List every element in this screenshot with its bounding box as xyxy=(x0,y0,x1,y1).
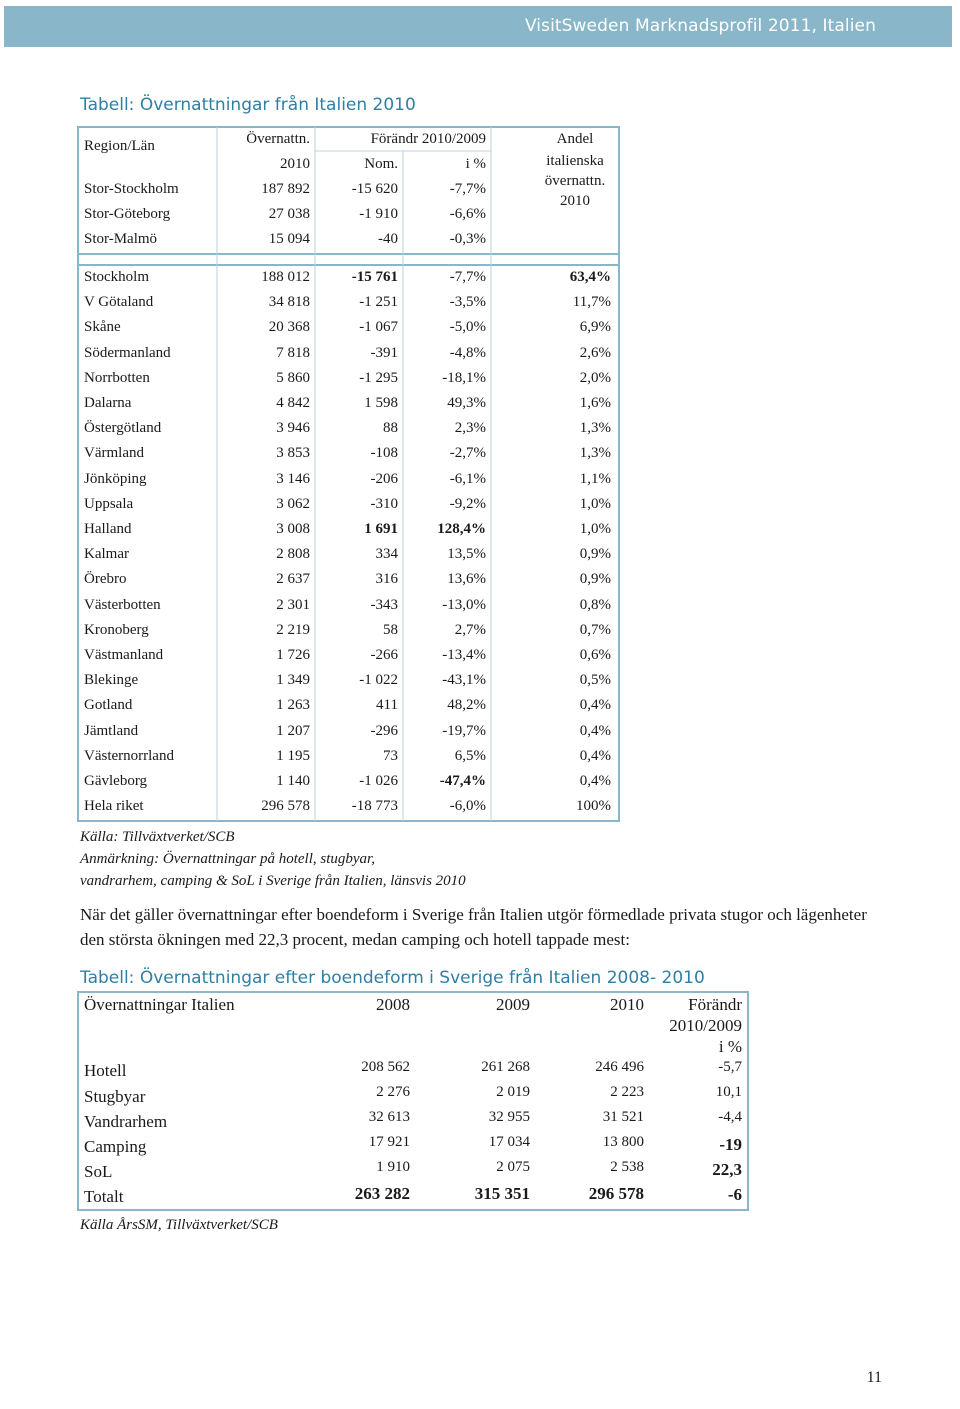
change-value: 10,1 xyxy=(715,1084,742,1100)
overnattn-value: 1 140 xyxy=(276,773,310,789)
pct-value: -0,3% xyxy=(449,231,486,247)
region-label: Stor-Malmö xyxy=(84,231,158,247)
col-2010-header: 2010 xyxy=(610,995,644,1014)
overnattn-value: 3 946 xyxy=(276,420,310,437)
col-andel-header-4: 2010 xyxy=(560,193,590,209)
share-value: 0,4% xyxy=(579,747,611,764)
header-title: VisitSweden Marknadsprofil 2011, Italien xyxy=(524,16,876,36)
value-2010: 31 521 xyxy=(602,1109,644,1125)
nom-value: -15 620 xyxy=(351,181,398,197)
share-value: 0,7% xyxy=(579,621,611,638)
pct-value: -47,4% xyxy=(439,773,486,789)
value-2010: 296 578 xyxy=(588,1184,644,1203)
region-label: Västerbotten xyxy=(84,596,161,613)
overnattn-value: 2 808 xyxy=(276,546,310,563)
nom-value: -206 xyxy=(370,470,398,487)
pct-value: 49,3% xyxy=(447,395,486,411)
col-forandr-header: Förändr 2010/2009 xyxy=(370,131,486,147)
region-label: Södermanland xyxy=(84,344,171,361)
value-2010: 2 223 xyxy=(610,1084,644,1100)
region-label: Skåne xyxy=(84,319,121,336)
col-nom-header: Nom. xyxy=(364,156,398,172)
share-value: 1,6% xyxy=(579,395,611,411)
pct-value: -13,0% xyxy=(442,596,486,613)
pct-value: -2,7% xyxy=(449,445,486,462)
share-value: 0,9% xyxy=(579,571,611,588)
share-value: 0,9% xyxy=(579,546,611,563)
region-label: Västernorrland xyxy=(84,747,174,764)
share-value: 0,6% xyxy=(579,647,611,663)
region-label: Västmanland xyxy=(84,647,164,663)
overnattn-value: 1 726 xyxy=(276,647,310,663)
table1-source: Källa: Tillväxtverket/SCB xyxy=(80,829,235,845)
share-value: 0,4% xyxy=(579,722,611,739)
boendeform-label: Stugbyar xyxy=(84,1087,146,1106)
value-2010: 2 538 xyxy=(610,1159,644,1175)
share-value: 63,4% xyxy=(569,269,611,285)
overnattn-value: 3 146 xyxy=(276,470,310,487)
change-value: -19 xyxy=(719,1135,742,1154)
share-value: 11,7% xyxy=(572,294,611,311)
table2-source: Källa ÅrsSM, Tillväxtverket/SCB xyxy=(80,1217,278,1233)
value-2009: 261 268 xyxy=(481,1059,530,1075)
region-label: Uppsala xyxy=(84,495,134,512)
pct-value: -4,8% xyxy=(449,344,486,361)
col-2009-header: 2009 xyxy=(496,995,530,1014)
boendeform-label: Vandrarhem xyxy=(84,1112,168,1131)
share-value: 1,3% xyxy=(579,420,611,437)
share-value: 1,1% xyxy=(579,470,611,487)
region-label: Jämtland xyxy=(84,722,139,739)
nom-value: -1 295 xyxy=(359,369,398,386)
value-2008: 1 910 xyxy=(376,1159,410,1175)
boendeform-label: Camping xyxy=(84,1137,147,1156)
pct-value: 13,5% xyxy=(447,546,486,563)
pct-value: -7,7% xyxy=(449,269,486,285)
boendeform-label: Hotell xyxy=(84,1061,127,1080)
pct-value: 6,5% xyxy=(454,747,486,764)
region-label: Hela riket xyxy=(84,798,144,815)
overnattn-value: 3 062 xyxy=(276,495,310,512)
table1-note-line-1: Anmärkning: Övernattningar på hotell, stugbyar, xyxy=(80,851,375,867)
col-pct-header: i % xyxy=(465,156,486,172)
value-2008: 2 276 xyxy=(376,1084,410,1100)
pct-value: -18,1% xyxy=(442,369,486,386)
nom-value: 88 xyxy=(383,420,398,437)
nom-value: -391 xyxy=(370,344,398,361)
overnattn-value: 4 842 xyxy=(276,395,310,411)
region-label: Kronoberg xyxy=(84,621,149,638)
value-2009: 32 955 xyxy=(488,1109,530,1125)
overnattn-value: 3 853 xyxy=(276,445,310,462)
nom-value: -15 761 xyxy=(351,269,398,285)
nom-value: 1 691 xyxy=(364,521,398,537)
pct-value: -19,7% xyxy=(442,722,486,739)
value-2009: 315 351 xyxy=(474,1184,530,1203)
overnattn-value: 20 368 xyxy=(268,319,310,336)
change-value: -6 xyxy=(727,1185,742,1204)
table2-title: Tabell: Övernattningar efter boendeform i Sverige från Italien 2008- 2010 xyxy=(80,968,705,988)
col-overnattningar-header: Övernattningar Italien xyxy=(84,995,235,1014)
share-value: 2,6% xyxy=(579,344,611,361)
value-2009: 2 019 xyxy=(496,1084,530,1100)
col-change-header-3: i % xyxy=(718,1037,742,1056)
pct-value: -9,2% xyxy=(449,495,486,512)
pct-value: -5,0% xyxy=(449,319,486,336)
value-2008: 208 562 xyxy=(361,1059,410,1075)
col-overnattn-header: Övernattn. xyxy=(246,131,310,147)
nom-value: -1 022 xyxy=(359,672,398,689)
overnattn-value: 1 349 xyxy=(276,672,310,689)
region-label: Värmland xyxy=(84,445,144,462)
share-value: 1,3% xyxy=(579,445,611,462)
nom-value: -1 026 xyxy=(359,773,398,789)
region-label: Dalarna xyxy=(84,395,132,411)
pct-value: 2,3% xyxy=(454,420,486,437)
overnattn-value: 188 012 xyxy=(261,269,310,285)
page-number: 11 xyxy=(866,1369,882,1386)
nom-value: -1 251 xyxy=(359,294,398,311)
boendeform-label: SoL xyxy=(84,1162,113,1181)
change-value: -5,7 xyxy=(718,1059,742,1075)
overnattn-value: 34 818 xyxy=(268,294,310,311)
overnattn-value: 15 094 xyxy=(268,231,310,247)
overnattn-value: 187 892 xyxy=(261,181,310,197)
table1-note-line-2: vandrarhem, camping & SoL i Sverige från Italien, länsvis 2010 xyxy=(80,873,466,889)
overnattn-value: 1 263 xyxy=(276,697,310,714)
pct-value: -6,0% xyxy=(449,798,486,815)
nom-value: -18 773 xyxy=(351,798,398,815)
table1-title: Tabell: Övernattningar från Italien 2010 xyxy=(80,95,416,115)
change-value: -4,4 xyxy=(718,1109,742,1125)
region-label: Stor-Stockholm xyxy=(84,181,179,197)
nom-value: 1 598 xyxy=(364,395,398,411)
col-change-header-2: 2010/2009 xyxy=(669,1016,742,1035)
pct-value: -6,1% xyxy=(449,470,486,487)
region-label: Gotland xyxy=(84,697,133,714)
overnattn-value: 7 818 xyxy=(276,344,310,361)
overnattn-value: 3 008 xyxy=(276,521,310,537)
nom-value: -1 067 xyxy=(359,319,398,336)
pct-value: -3,5% xyxy=(449,294,486,311)
pct-value: -6,6% xyxy=(449,206,486,222)
nom-value: -266 xyxy=(370,647,398,663)
boendeform-label: Totalt xyxy=(84,1187,124,1206)
region-label: Gävleborg xyxy=(84,773,148,789)
overnattn-value: 2 637 xyxy=(276,571,310,588)
value-2008: 32 613 xyxy=(368,1109,410,1125)
region-label: Östergötland xyxy=(84,420,162,437)
share-value: 0,4% xyxy=(579,697,611,714)
share-value: 0,4% xyxy=(579,773,611,789)
overnattn-value: 5 860 xyxy=(276,369,310,386)
nom-value: 73 xyxy=(383,747,398,764)
nom-value: -108 xyxy=(370,445,398,462)
value-2008: 17 921 xyxy=(368,1134,410,1150)
region-label: Halland xyxy=(84,521,132,537)
pct-value: 128,4% xyxy=(437,521,486,537)
col-region-header: Region/Län xyxy=(84,138,155,154)
col-andel-header-3: övernattn. xyxy=(544,173,606,189)
region-label: Örebro xyxy=(84,571,127,588)
overnattn-value: 1 195 xyxy=(276,747,310,764)
share-value: 100% xyxy=(576,798,611,815)
nom-value: 58 xyxy=(383,621,398,638)
region-label: Stockholm xyxy=(84,269,150,285)
nom-value: -310 xyxy=(370,495,398,512)
pct-value: 2,7% xyxy=(454,621,486,638)
col-andel-header-1: Andel xyxy=(556,131,594,147)
region-label: Norrbotten xyxy=(84,369,150,386)
col-change-header-1: Förändr xyxy=(688,995,742,1014)
nom-value: 411 xyxy=(376,697,398,714)
nom-value: -40 xyxy=(378,231,398,247)
nom-value: 334 xyxy=(375,546,398,563)
nom-value: -296 xyxy=(370,722,398,739)
value-2010: 13 800 xyxy=(602,1134,644,1150)
pct-value: 13,6% xyxy=(447,571,486,588)
share-value: 1,0% xyxy=(579,495,611,512)
pct-value: -43,1% xyxy=(442,672,486,689)
change-value: 22,3 xyxy=(712,1160,742,1179)
col-year-header: 2010 xyxy=(280,156,310,172)
pct-value: -7,7% xyxy=(449,181,486,197)
pct-value: -13,4% xyxy=(442,647,486,663)
region-label: Blekinge xyxy=(84,672,139,689)
nom-value: -343 xyxy=(370,596,398,613)
pct-value: 48,2% xyxy=(447,697,486,714)
overnattn-value: 1 207 xyxy=(276,722,310,739)
body-paragraph: När det gäller övernattningar efter boendeform i Sverige från Italien utgör förmedlade privata stugor och lägenheter den största ökningen med 22,3 procent, medan camping och hotell tappade mest: xyxy=(80,905,867,949)
region-label: V Götaland xyxy=(84,294,154,311)
share-value: 1,0% xyxy=(579,521,611,537)
value-2010: 246 496 xyxy=(595,1059,644,1075)
region-label: Kalmar xyxy=(84,546,129,563)
region-label: Stor-Göteborg xyxy=(84,206,171,222)
nom-value: -1 910 xyxy=(359,206,398,222)
value-2009: 2 075 xyxy=(496,1159,530,1175)
overnattn-value: 296 578 xyxy=(261,798,310,815)
value-2008: 263 282 xyxy=(354,1184,410,1203)
share-value: 2,0% xyxy=(579,369,611,386)
region-label: Jönköping xyxy=(84,470,147,487)
value-2009: 17 034 xyxy=(488,1134,530,1150)
share-value: 0,8% xyxy=(579,596,611,613)
overnattn-value: 2 301 xyxy=(276,596,310,613)
overnattn-value: 2 219 xyxy=(276,621,310,638)
col-2008-header: 2008 xyxy=(376,995,410,1014)
share-value: 6,9% xyxy=(579,319,611,336)
nom-value: 316 xyxy=(375,571,398,588)
col-andel-header-2: italienska xyxy=(546,153,604,169)
share-value: 0,5% xyxy=(579,672,611,689)
overnattn-value: 27 038 xyxy=(268,206,310,222)
